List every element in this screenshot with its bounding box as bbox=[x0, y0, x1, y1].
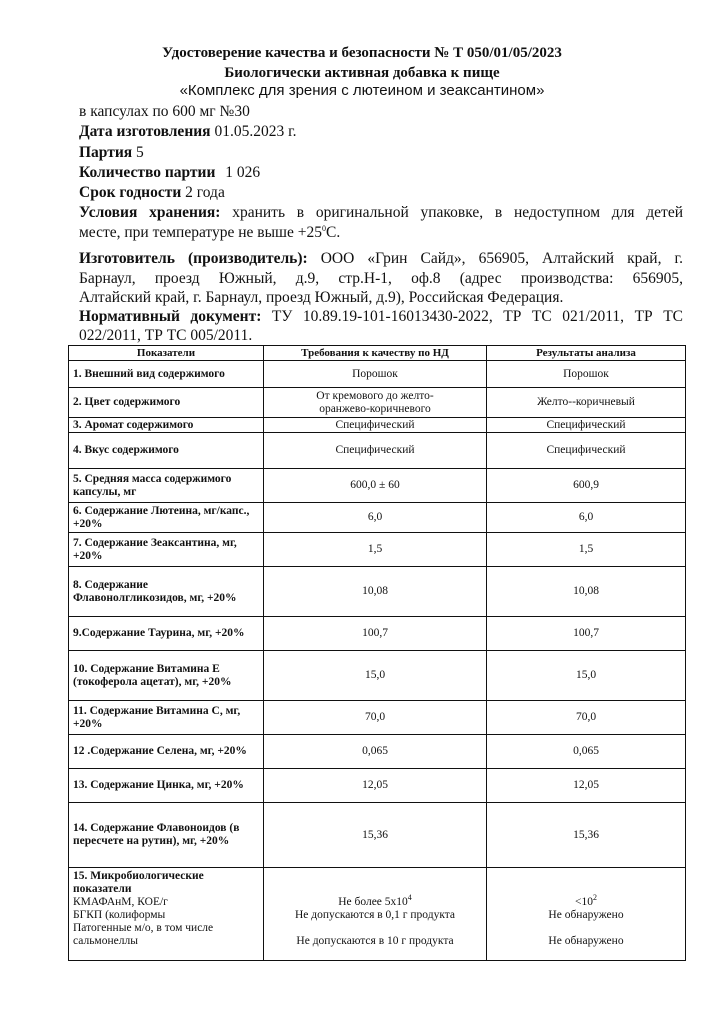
table-row bbox=[69, 418, 686, 433]
storage-conditions bbox=[79, 203, 683, 223]
table-row bbox=[69, 651, 686, 701]
indicator-cell: 7. Содержание Зеаксантина, мг, +20% bbox=[69, 533, 264, 567]
requirement-cell: 100,7 bbox=[264, 617, 487, 651]
batch-quantity bbox=[79, 163, 683, 183]
storage-label: Условия хранения: bbox=[79, 204, 221, 221]
result-cell: Желто--коричневый bbox=[487, 388, 686, 418]
maker-label: Изготовитель (производитель): bbox=[79, 250, 308, 267]
micro-item-bgkp: БГКП (колиформы bbox=[73, 909, 166, 921]
micro-res-3: Не обнаружено bbox=[548, 935, 624, 947]
indicator-cell: 4. Вкус содержимого bbox=[69, 433, 264, 469]
requirement-cell: 6,0 bbox=[264, 503, 487, 533]
qty-label: Количество партии bbox=[79, 164, 216, 181]
shelf-value: 2 года bbox=[185, 184, 225, 201]
storage-unit: С. bbox=[325, 224, 341, 241]
micro-req-1-base: Не более 5х10 bbox=[338, 896, 408, 908]
micro-req-3: Не допускаются в 10 г продукта bbox=[296, 935, 454, 947]
table-row bbox=[69, 803, 686, 868]
manufacturer bbox=[79, 249, 683, 269]
requirement-cell: Специфический bbox=[264, 433, 487, 469]
result-cell: 6,0 bbox=[487, 503, 686, 533]
storage-value-1: хранить в оригинальной упаковке, в недоступном для детей bbox=[232, 204, 684, 221]
result-cell: 70,0 bbox=[487, 701, 686, 735]
indicator-cell: 13. Содержание Цинка, мг, +20% bbox=[69, 769, 264, 803]
manufacture-label: Дата изготовления bbox=[79, 123, 211, 140]
micro-res-2: Не обнаружено bbox=[548, 909, 624, 921]
table-row bbox=[69, 388, 686, 418]
batch bbox=[79, 143, 683, 163]
storage-degree: 0 bbox=[321, 223, 326, 233]
indicator-cell: 11. Содержание Витамина С, мг, +20% bbox=[69, 701, 264, 735]
result-cell: 12,05 bbox=[487, 769, 686, 803]
requirement-cell: 0,065 bbox=[264, 735, 487, 769]
requirement-cell: 10,08 bbox=[264, 567, 487, 617]
micro-res-1-exp: 2 bbox=[593, 893, 597, 903]
maker-value-3: Алтайский край, г. Барнаул, проезд Южный, д.9), Российская Федерация. bbox=[79, 289, 564, 306]
indicator-cell: 1. Внешний вид содержимого bbox=[69, 361, 264, 388]
requirement-cell: 15,0 bbox=[264, 651, 487, 701]
norm-label: Нормативный документ: bbox=[79, 308, 262, 325]
result-cell: Специфический bbox=[487, 418, 686, 433]
result-cell: 0,065 bbox=[487, 735, 686, 769]
batch-label: Партия bbox=[79, 144, 133, 161]
micro-result-cell bbox=[487, 868, 686, 961]
result-cell: 600,9 bbox=[487, 469, 686, 503]
storage-value-2: месте, при температуре не выше +25 bbox=[79, 224, 322, 241]
quality-table bbox=[68, 345, 686, 961]
indicator-cell: 6. Содержание Лютеина, мг/капс., +20% bbox=[69, 503, 264, 533]
indicator-cell: 10. Содержание Витамина Е (токоферола ацетат), мг, +20% bbox=[69, 651, 264, 701]
manufacture-date bbox=[79, 122, 683, 142]
result-cell: 15,36 bbox=[487, 803, 686, 868]
requirement-cell: Специфический bbox=[264, 418, 487, 433]
indicator-cell: 14. Содержание Флавоноидов (в пересчете на рутин), мг, +20% bbox=[69, 803, 264, 868]
table-row bbox=[69, 735, 686, 769]
requirement-cell: 600,0 ± 60 bbox=[264, 469, 487, 503]
indicator-cell: 8. Содержание Флавонолгликозидов, мг, +20% bbox=[69, 567, 264, 617]
normative-document bbox=[79, 307, 683, 327]
qty-value: 1 026 bbox=[225, 164, 261, 181]
micro-item-kmafanm: КМАФАнМ, КОЕ/г bbox=[73, 896, 168, 908]
capsules-line: в капсулах по 600 мг №30 bbox=[79, 103, 250, 120]
maker-value-1: ООО «Грин Сайд», 656905, Алтайский край, г. bbox=[320, 250, 683, 267]
header-requirement: Требования к качеству по НД bbox=[264, 346, 487, 361]
micro-res-1-base: <10 bbox=[575, 896, 593, 908]
micro-req-1-exp: 4 bbox=[407, 893, 412, 903]
requirement-cell: 1,5 bbox=[264, 533, 487, 567]
norm-value-2: 022/2011, ТР ТС 005/2011. bbox=[79, 327, 253, 344]
table-row bbox=[69, 361, 686, 388]
micro-req-2: Не допускаются в 0,1 г продукта bbox=[294, 909, 456, 921]
micro-title: 15. Микробиологические показатели bbox=[73, 870, 204, 895]
requirement-cell: Порошок bbox=[264, 361, 487, 388]
product-name: «Комплекс для зрения с лютеином и зеаксантином» bbox=[179, 82, 545, 99]
table-row bbox=[69, 533, 686, 567]
table-row bbox=[69, 769, 686, 803]
result-cell: 15,0 bbox=[487, 651, 686, 701]
micro-indicator-cell bbox=[69, 868, 264, 961]
table-row-microbiology bbox=[69, 868, 686, 961]
maker-value-2: Барнаул, проезд Южный, д.9, стр.Н-1, оф.8 (адрес производства: 656905, bbox=[79, 270, 683, 287]
table-row bbox=[69, 503, 686, 533]
table-row bbox=[69, 567, 686, 617]
requirement-cell: 12,05 bbox=[264, 769, 487, 803]
product-category: Биологически активная добавка к пище bbox=[224, 65, 500, 81]
micro-requirement-cell bbox=[264, 868, 487, 961]
manufacture-value: 01.05.2023 г. bbox=[214, 123, 297, 140]
table-row bbox=[69, 469, 686, 503]
result-cell: 1,5 bbox=[487, 533, 686, 567]
requirement-cell: От кремового до желто-оранжево-коричневого bbox=[264, 388, 487, 418]
result-cell: 100,7 bbox=[487, 617, 686, 651]
shelf-life bbox=[79, 183, 683, 203]
norm-value-1: ТУ 10.89.19-101-16013430-2022, ТР ТС 021/2011, ТР ТС bbox=[271, 308, 683, 325]
header-result: Результаты анализа bbox=[487, 346, 686, 361]
micro-req-1 bbox=[268, 893, 482, 909]
storage-conditions-cont bbox=[79, 223, 683, 243]
table-row bbox=[69, 433, 686, 469]
batch-value: 5 bbox=[136, 144, 144, 161]
table-row bbox=[69, 617, 686, 651]
shelf-label: Срок годности bbox=[79, 184, 182, 201]
requirement-cell: 15,36 bbox=[264, 803, 487, 868]
indicator-cell: 9.Содержание Таурина, мг, +20% bbox=[69, 617, 264, 651]
requirement-cell: 70,0 bbox=[264, 701, 487, 735]
result-cell: Порошок bbox=[487, 361, 686, 388]
table-header-row bbox=[69, 346, 686, 361]
micro-item-pathogens: Патогенные м/о, в том числе сальмонеллы bbox=[73, 922, 214, 947]
indicator-cell: 5. Средняя масса содержимого капсулы, мг bbox=[69, 469, 264, 503]
result-cell: Специфический bbox=[487, 433, 686, 469]
header-indicator: Показатели bbox=[69, 346, 264, 361]
indicator-cell: 2. Цвет содержимого bbox=[69, 388, 264, 418]
micro-res-1 bbox=[491, 893, 681, 909]
indicator-cell: 3. Аромат содержимого bbox=[69, 418, 264, 433]
indicator-cell: 12 .Содержание Селена, мг, +20% bbox=[69, 735, 264, 769]
result-cell: 10,08 bbox=[487, 567, 686, 617]
certificate-title: Удостоверение качества и безопасности № Т 050/01/05/2023 bbox=[162, 45, 562, 61]
table-row bbox=[69, 701, 686, 735]
